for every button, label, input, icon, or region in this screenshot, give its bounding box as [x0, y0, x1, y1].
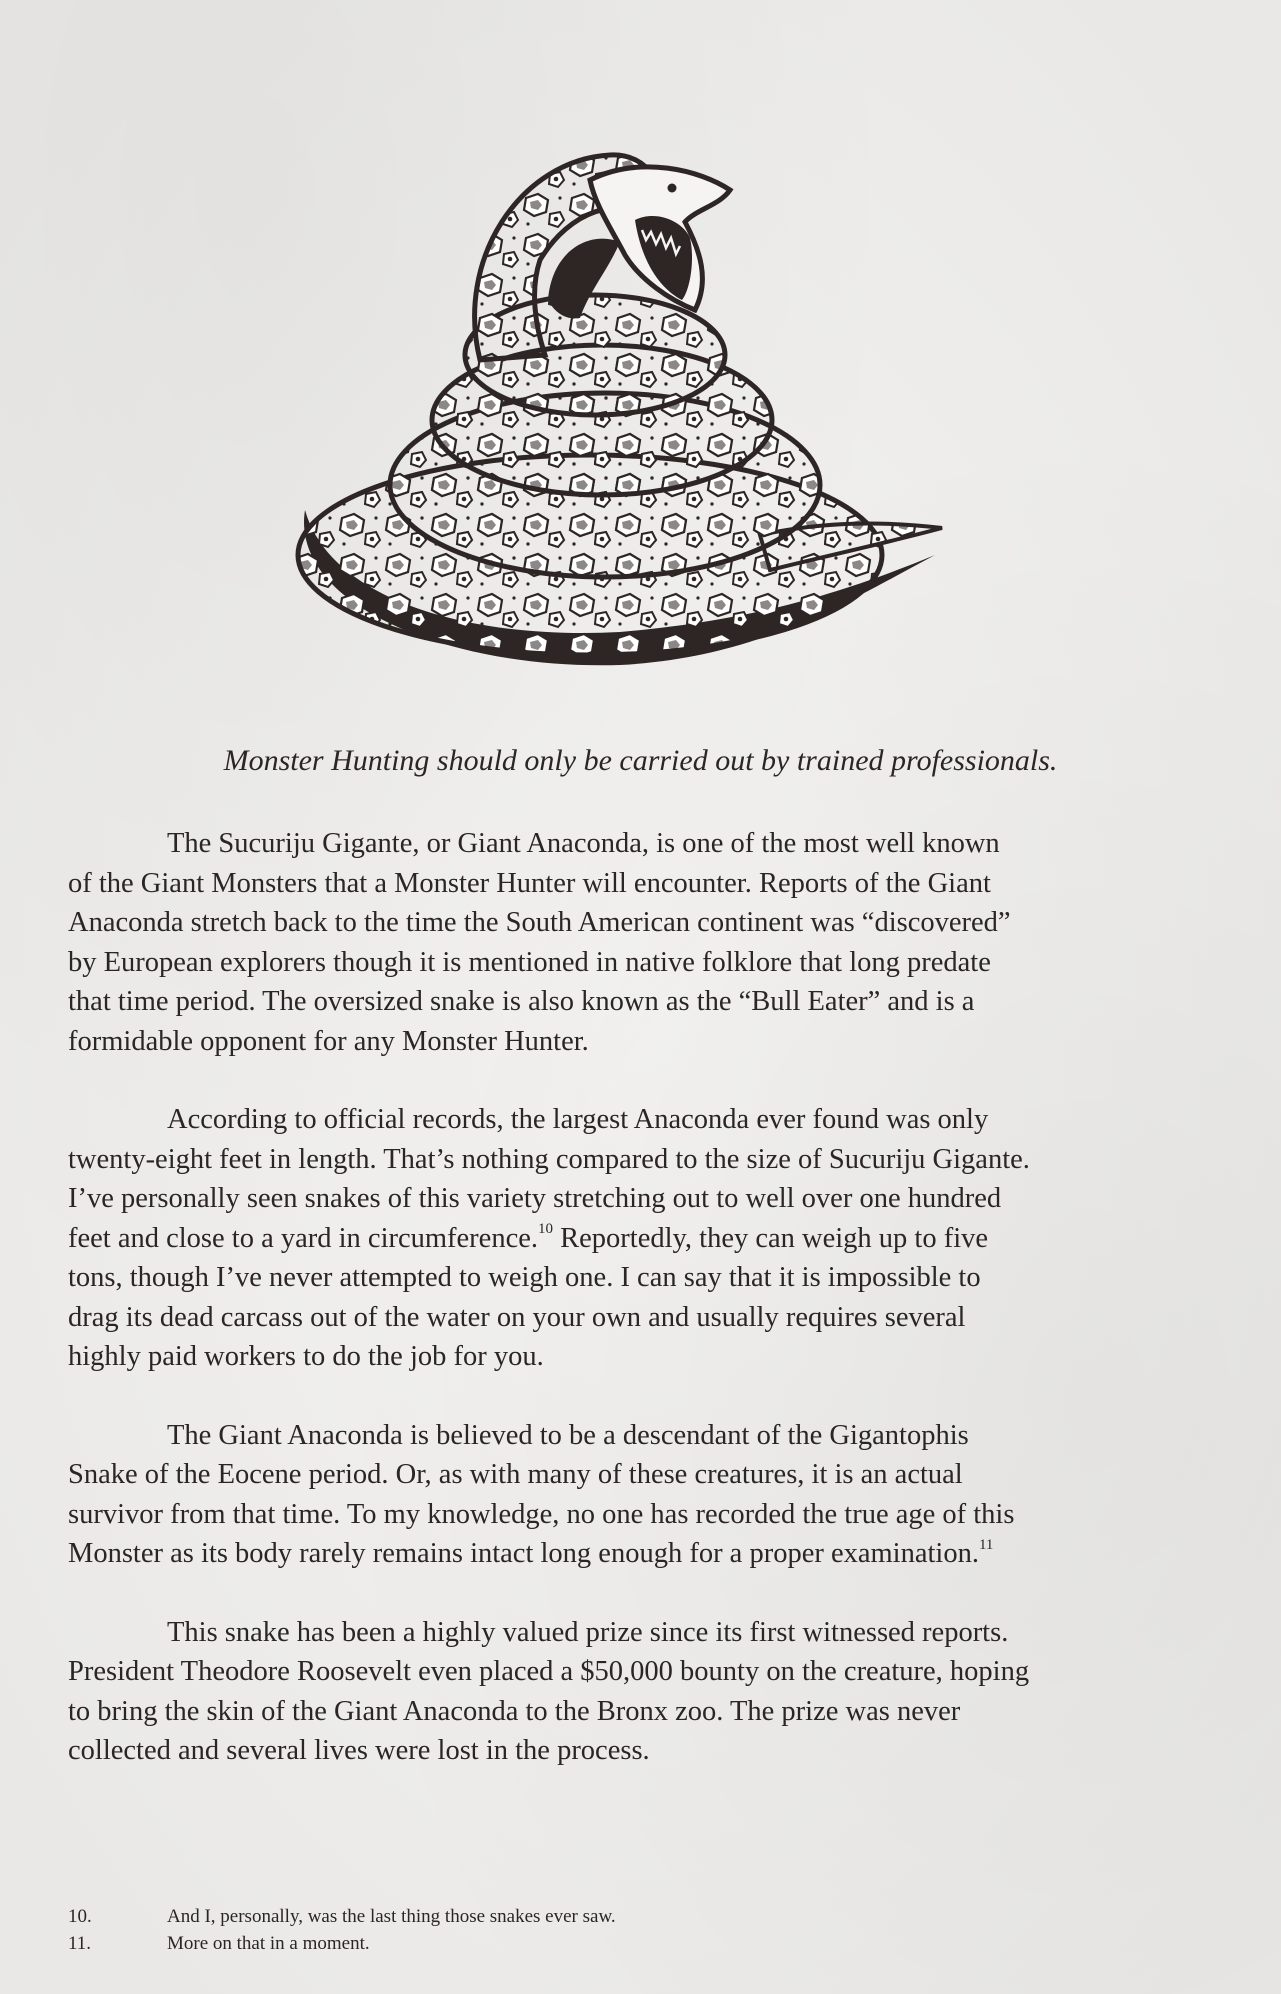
figure-caption: Monster Hunting should only be carried out by trained professionals. [223, 744, 1058, 777]
footnote-ref-10: 10 [538, 1221, 553, 1237]
text-line: survivor from that time. To my knowledge, no one has recorded the true age of this [68, 1498, 1015, 1530]
footnote-number: 10. [68, 1906, 92, 1927]
paragraph-2 [68, 1100, 1228, 1377]
paragraph-3 [68, 1416, 1228, 1574]
text-line: highly paid workers to do the job for you. [68, 1341, 544, 1372]
text-line: I’ve personally seen snakes of this variety stretching out to well over one hundred [68, 1183, 1002, 1214]
text-line [68, 1219, 1228, 1259]
footnote-number: 11. [68, 1933, 92, 1954]
text-line: The Giant Anaconda is believed to be a descendant of the Gigantophis [167, 1419, 969, 1451]
text-line: This snake has been a highly valued prize since its first witnessed reports. [167, 1616, 1009, 1648]
text-line: that time period. The oversized snake is also known as the “Bull Eater” and is a [68, 986, 975, 1017]
text-line: According to official records, the largest Anaconda ever found was only [167, 1104, 989, 1135]
footnote-ref-11: 11 [978, 1536, 994, 1553]
text-line: Anaconda stretch back to the time the South American continent was “discovered” [68, 907, 1011, 938]
text-line: twenty-eight feet in length. That’s nothing compared to the size of Sucuriju Gigante. [68, 1143, 1030, 1175]
text-line: President Theodore Roosevelt even placed a $50,000 bounty on the creature, hoping [68, 1656, 1030, 1687]
text-line: collected and several lives were lost in the process. [68, 1735, 650, 1766]
text-segment: Monster as its body rarely remains intact long enough for a proper examination. [68, 1538, 979, 1569]
footnote-text: And I, personally, was the last thing those snakes ever saw. [167, 1906, 616, 1927]
text-line: formidable opponent for any Monster Hunter. [68, 1025, 589, 1057]
text-line: The Sucuriju Gigante, or Giant Anaconda, is one of the most well known [167, 828, 1000, 859]
text-line: of the Giant Monsters that a Monster Hunter will encounter. Reports of the Giant [68, 867, 991, 899]
text-line: drag its dead carcass out of the water on your own and usually requires several [68, 1301, 966, 1333]
footnote-11 [68, 1930, 1168, 1957]
text-line: to bring the skin of the Giant Anaconda to the Bronx zoo. The prize was never [68, 1695, 961, 1727]
text-line: tons, though I’ve never attempted to weigh one. I can say that it is impossible to [68, 1262, 981, 1293]
text-line [68, 1534, 1228, 1574]
footnote-text: More on that in a moment. [167, 1933, 370, 1954]
footnotes [68, 1903, 1168, 1957]
paragraph-4 [68, 1613, 1228, 1771]
text-segment: Reportedly, they can weigh up to five [553, 1222, 989, 1254]
article-body [68, 824, 1228, 1810]
text-line: by European explorers though it is mentioned in native folklore that long predate [68, 946, 991, 978]
footnote-10 [68, 1903, 1168, 1930]
text-segment: feet and close to a yard in circumference. [68, 1222, 538, 1254]
anaconda-illustration [290, 150, 950, 685]
text-line: Snake of the Eocene period. Or, as with many of these creatures, it is an actual [68, 1459, 963, 1490]
paragraph-1 [68, 824, 1228, 1061]
